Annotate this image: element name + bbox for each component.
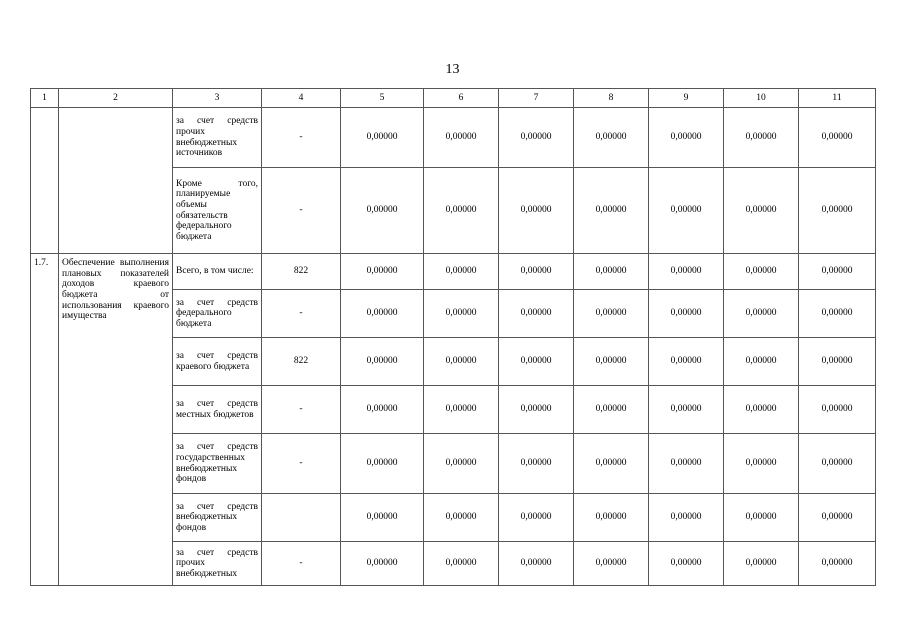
column-number: 1 [31, 89, 59, 108]
item-number-cell [31, 108, 59, 254]
amount-cell: 0,00000 [649, 494, 724, 542]
code-cell: - [262, 290, 341, 338]
amount-cell: 0,00000 [799, 494, 876, 542]
amount-cell: 0,00000 [574, 338, 649, 386]
amount-cell: 0,00000 [499, 494, 574, 542]
amount-cell: 0,00000 [649, 338, 724, 386]
amount-cell: 0,00000 [799, 108, 876, 168]
code-cell: - [262, 108, 341, 168]
amount-cell: 0,00000 [499, 338, 574, 386]
column-number: 5 [341, 89, 424, 108]
amount-cell: 0,00000 [724, 434, 799, 494]
column-number: 2 [59, 89, 173, 108]
amount-cell: 0,00000 [724, 108, 799, 168]
item-name-cell [59, 108, 173, 254]
amount-cell: 0,00000 [574, 168, 649, 254]
amount-cell: 0,00000 [649, 168, 724, 254]
amount-cell: 0,00000 [424, 434, 499, 494]
amount-cell: 0,00000 [424, 542, 499, 586]
amount-cell: 0,00000 [724, 542, 799, 586]
table-row [31, 108, 876, 168]
amount-cell: 0,00000 [724, 494, 799, 542]
amount-cell: 0,00000 [424, 168, 499, 254]
amount-cell: 0,00000 [649, 386, 724, 434]
amount-cell: 0,00000 [574, 434, 649, 494]
amount-cell: 0,00000 [574, 494, 649, 542]
amount-cell: 0,00000 [341, 338, 424, 386]
amount-cell: 0,00000 [724, 168, 799, 254]
code-cell: - [262, 434, 341, 494]
amount-cell: 0,00000 [574, 542, 649, 586]
funding-source-cell: за счет средств государственных внебюджетных фондов [173, 434, 262, 494]
item-number-cell: 1.7. [31, 254, 59, 586]
code-cell [262, 494, 341, 542]
table-row [31, 254, 876, 290]
amount-cell: 0,00000 [799, 290, 876, 338]
amount-cell: 0,00000 [424, 338, 499, 386]
amount-cell: 0,00000 [341, 434, 424, 494]
amount-cell: 0,00000 [799, 168, 876, 254]
funding-source-cell: Всего, в том числе: [173, 254, 262, 290]
funding-source-cell: за счет средств краевого бюджета [173, 338, 262, 386]
amount-cell: 0,00000 [799, 542, 876, 586]
amount-cell: 0,00000 [424, 494, 499, 542]
column-number: 4 [262, 89, 341, 108]
amount-cell: 0,00000 [799, 254, 876, 290]
budget-table [30, 88, 876, 586]
amount-cell: 0,00000 [649, 108, 724, 168]
code-cell: 822 [262, 254, 341, 290]
amount-cell: 0,00000 [341, 108, 424, 168]
column-number: 11 [799, 89, 876, 108]
amount-cell: 0,00000 [649, 542, 724, 586]
column-number: 10 [724, 89, 799, 108]
column-number: 9 [649, 89, 724, 108]
amount-cell: 0,00000 [574, 108, 649, 168]
amount-cell: 0,00000 [574, 290, 649, 338]
column-number-row [31, 89, 876, 108]
amount-cell: 0,00000 [799, 434, 876, 494]
amount-cell: 0,00000 [724, 254, 799, 290]
funding-source-cell: за счет средств прочих внебюджетных [173, 542, 262, 586]
page-number: 13 [445, 62, 460, 77]
amount-cell: 0,00000 [649, 290, 724, 338]
funding-source-cell: Кроме того, планируемые объемы обязательств федерального бюджета [173, 168, 262, 254]
amount-cell: 0,00000 [424, 386, 499, 434]
amount-cell: 0,00000 [341, 542, 424, 586]
amount-cell: 0,00000 [799, 338, 876, 386]
code-cell: - [262, 168, 341, 254]
amount-cell: 0,00000 [724, 290, 799, 338]
code-cell: - [262, 386, 341, 434]
amount-cell: 0,00000 [499, 290, 574, 338]
amount-cell: 0,00000 [724, 338, 799, 386]
column-number: 7 [499, 89, 574, 108]
code-cell: - [262, 542, 341, 586]
column-number: 6 [424, 89, 499, 108]
amount-cell: 0,00000 [499, 108, 574, 168]
funding-source-cell: за счет средств местных бюджетов [173, 386, 262, 434]
amount-cell: 0,00000 [341, 254, 424, 290]
funding-source-cell: за счет средств прочих внебюджетных источников [173, 108, 262, 168]
amount-cell: 0,00000 [424, 254, 499, 290]
amount-cell: 0,00000 [649, 254, 724, 290]
funding-source-cell: за счет средств внебюджетных фондов [173, 494, 262, 542]
amount-cell: 0,00000 [499, 542, 574, 586]
amount-cell: 0,00000 [499, 254, 574, 290]
amount-cell: 0,00000 [724, 386, 799, 434]
column-number: 8 [574, 89, 649, 108]
amount-cell: 0,00000 [341, 168, 424, 254]
amount-cell: 0,00000 [574, 386, 649, 434]
amount-cell: 0,00000 [341, 290, 424, 338]
code-cell: 822 [262, 338, 341, 386]
funding-source-cell: за счет средств федерального бюджета [173, 290, 262, 338]
amount-cell: 0,00000 [424, 290, 499, 338]
amount-cell: 0,00000 [341, 494, 424, 542]
amount-cell: 0,00000 [574, 254, 649, 290]
amount-cell: 0,00000 [649, 434, 724, 494]
amount-cell: 0,00000 [499, 386, 574, 434]
amount-cell: 0,00000 [499, 434, 574, 494]
amount-cell: 0,00000 [424, 108, 499, 168]
amount-cell: 0,00000 [799, 386, 876, 434]
amount-cell: 0,00000 [499, 168, 574, 254]
column-number: 3 [173, 89, 262, 108]
amount-cell: 0,00000 [341, 386, 424, 434]
item-name-cell: Обеспечение выполнения плановых показателей доходов краевого бюджета от использования краевого имущества [59, 254, 173, 586]
